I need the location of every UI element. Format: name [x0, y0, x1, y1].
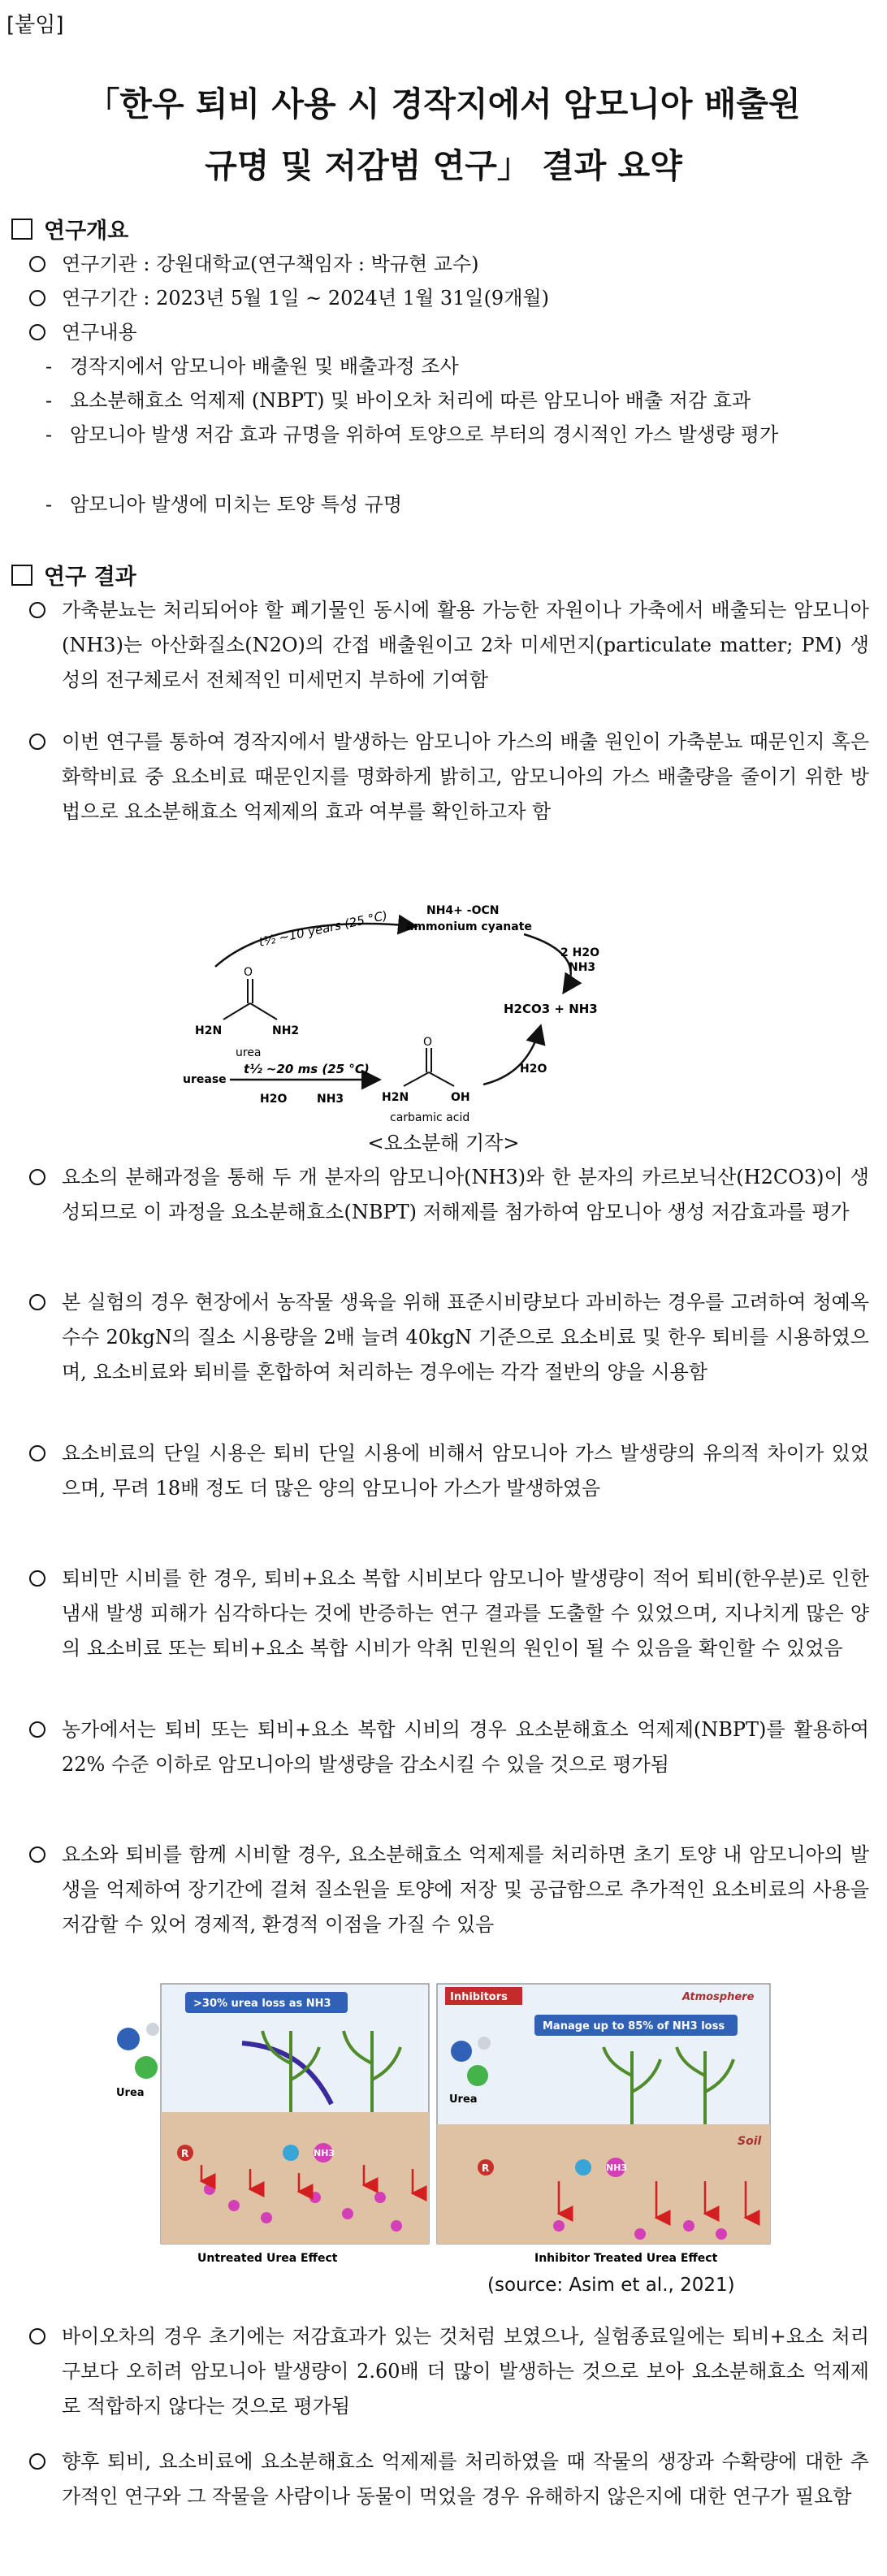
water-label: H2O — [260, 1093, 288, 1106]
result-paragraph: 바이오차의 경우 초기에는 저감효과가 있는 것처럼 보였으나, 실험종료일에는 퇴비+요소 처리구보다 오히려 암모니아 발생량이 2.60배 더 많이 발생하는 것으로 보아 요소분해효소 억제제로 적합하지 않다는 것으로 평가됨 — [29, 2319, 869, 2424]
urease-label: urease — [183, 1073, 227, 1086]
ammonium-formula: NH4+ -OCN — [426, 904, 500, 917]
nh2-label: NH2 — [272, 1024, 300, 1037]
h2n-label: H2N — [195, 1024, 223, 1037]
soil-label: Soil — [738, 2135, 762, 2148]
result-paragraph: 농가에서는 퇴비 또는 퇴비+요소 복합 시비의 경우 요소분해효소 억제제(NBPT)를 활용하여 22% 수준 이하로 암모니아의 발생량을 감소시킬 수 있을 것으로 평가됨 — [29, 1712, 869, 1782]
right-banner-text: Manage up to 85% of NH3 loss — [543, 2020, 725, 2033]
product-label: H2CO3 + NH3 — [504, 1002, 598, 1016]
circle-bullet-icon — [29, 734, 45, 750]
circle-bullet-icon — [29, 1445, 45, 1461]
overview-item-period: 연구기간 : 2023년 5월 1일 ~ 2024년 1월 31일(9개월) — [29, 281, 869, 316]
circle-bullet-icon — [29, 1570, 45, 1587]
circle-bullet-icon — [29, 290, 45, 306]
nh3-label: NH3 — [606, 2163, 628, 2173]
figure-2-source: (source: Asim et al., 2021) — [487, 2275, 735, 2296]
result-paragraph: 향후 퇴비, 요소비료에 요소분해효소 억제제를 처리하였을 때 작물의 생장과 수확량에 대한 추가적인 연구와 그 작물을 사람이나 동물이 먹었을 경우 유해하지 않은지에 대한 연구가 필요함 — [29, 2444, 869, 2514]
result-paragraph: 이번 연구를 통하여 경작지에서 발생하는 암모니아 가스의 배출 원인이 가축분뇨 때문인지 혹은 화학비료 중 요소비료 때문인지를 명화하게 밝히고, 암모니아의 가스 배출량을 줄이기 위한 방법으로 요소분해효소 억제제의 효과 여부를 확인하고자 함 — [29, 725, 869, 829]
circle-bullet-icon — [29, 2453, 45, 2470]
oxygen-label: O — [244, 966, 253, 979]
water-label: 2 H2O — [560, 946, 599, 959]
result-paragraph: 가축분뇨는 처리되어야 할 폐기물인 동시에 활용 가능한 자원이나 가축에서 배출되는 암모니아(NH3)는 아산화질소(N2O)의 간접 배출원이고 2차 미세먼지(particulate matter; PM) 생성의 전구체로서 전체적인 미세먼지 부하에 기여함 — [29, 593, 869, 698]
nh3-label: NH3 — [317, 1093, 344, 1106]
r-label: R — [482, 2163, 490, 2174]
circle-bullet-icon — [29, 1721, 45, 1738]
result-paragraph: 본 실험의 경우 현장에서 농작물 생육을 위해 표준시비량보다 과비하는 경우를 고려하여 청예옥수수 20kgN의 질소 시용량을 2배 늘려 40kgN 기준으로 요소비료 및 한우 퇴비를 시용하였으며, 요소비료와 퇴비를 혼합하여 처리하는 경우에는 각각 절반의 양을 시용함 — [29, 1285, 869, 1390]
circle-bullet-icon — [29, 602, 45, 618]
checkbox-square-icon — [11, 219, 32, 240]
result-paragraph: 요소와 퇴비를 함께 시비할 경우, 요소분해효소 억제제를 처리하면 초기 토양 내 암모니아의 발생을 억제하여 장기간에 걸쳐 질소원을 토양에 저장 및 공급함으로 추가적인 요소비료의 사용을 저감할 수 있어 경제적, 환경적 이점을 가질 수 있음 — [29, 1838, 869, 1942]
attachment-tag: [붙임] — [6, 13, 64, 37]
overview-heading-text: 연구개요 — [44, 219, 129, 244]
content-item: - 요소분해효소 억제제 (NBPT) 및 바이오차 처리에 따른 암모니아 배출 저감 효과 — [45, 389, 751, 412]
circle-bullet-icon — [29, 256, 45, 272]
title-line-1: 「한우 퇴비 사용 시 경작지에서 암모니아 배출원 — [86, 84, 801, 123]
inhibitors-text: Inhibitors — [450, 1991, 508, 2003]
circle-bullet-icon — [29, 1294, 45, 1310]
half-life-years-label: t½ ~10 years (25 °C) — [257, 907, 389, 950]
results-heading-text: 연구 결과 — [44, 565, 136, 590]
circle-bullet-icon — [29, 1169, 45, 1185]
oh-label: OH — [451, 1091, 470, 1104]
urea-label: urea — [236, 1046, 262, 1059]
content-item: - 경작지에서 암모니아 배출원 및 배출과정 조사 — [45, 355, 459, 378]
untreated-label: Untreated Urea Effect — [197, 2252, 338, 2265]
arrow-icon — [483, 1028, 540, 1085]
urea-inhibitor-figure — [104, 1982, 772, 2268]
nh3-label: NH3 — [569, 961, 596, 974]
left-banner-text: >30% urea loss as NH3 — [193, 1998, 331, 2010]
water-label: H2O — [520, 1063, 547, 1076]
urea-left-label: Urea — [116, 2087, 145, 2099]
urea-decomposition-figure — [183, 890, 711, 1149]
overview-item-contents: 연구내용 — [29, 315, 869, 350]
ammonium-cyanate-label: ammonium cyanate — [406, 920, 532, 933]
result-paragraph: 퇴비만 시비를 한 경우, 퇴비+요소 복합 시비보다 암모니아 발생량이 적어 퇴비(한우분)로 인한 냄새 발생 피해가 심각하다는 것에 반증하는 연구 결과를 도출할 수 있었으며, 지나치게 많은 양의 요소비료 또는 퇴비+요소 복합 시비가 악취 민원의 원인이 될 수 있음을 확인할 수 있었음 — [29, 1561, 869, 1666]
h2n-label: H2N — [382, 1091, 409, 1104]
circle-bullet-icon — [29, 324, 45, 340]
atmosphere-label: Atmosphere — [682, 1991, 755, 2003]
half-life-ms-label: t½ ~20 ms (25 °C) — [244, 1062, 370, 1076]
page-title — [0, 73, 887, 197]
r-label: R — [181, 2148, 189, 2159]
result-paragraph: 요소비료의 단일 시용은 퇴비 단일 시용에 비해서 암모니아 가스 발생량의 유의적 차이가 있었으며, 무려 18배 정도 더 많은 양의 암모니아 가스가 발생하였음 — [29, 1436, 869, 1506]
overview-item-institution: 연구기관 : 강원대학교(연구책임자 : 박규현 교수) — [29, 247, 869, 282]
figure-1-caption: <요소분해 기작> — [367, 1132, 520, 1154]
arrow-icon — [524, 934, 571, 991]
overview-heading — [11, 213, 128, 245]
oxygen-label: O — [423, 1036, 433, 1049]
content-item: - 암모니아 발생 저감 효과 규명을 위하여 토양으로 부터의 경시적인 가스 발생량 평가 — [45, 423, 779, 446]
treated-label: Inhibitor Treated Urea Effect — [534, 2252, 718, 2265]
content-item: - 암모니아 발생에 미치는 토양 특성 규명 — [45, 493, 403, 516]
results-heading — [11, 559, 136, 591]
checkbox-square-icon — [11, 565, 32, 586]
circle-bullet-icon — [29, 2328, 45, 2344]
circle-bullet-icon — [29, 1846, 45, 1863]
nh3-label: NH3 — [314, 2148, 335, 2158]
result-paragraph: 요소의 분해과정을 통해 두 개 분자의 암모니아(NH3)와 한 분자의 카르보닉산(H2CO3)이 생성되므로 이 과정을 요소분해효소(NBPT) 저해제를 첨가하여 암모니아 생성 저감효과를 평가 — [29, 1160, 869, 1230]
carbamic-acid-label: carbamic acid — [390, 1111, 470, 1124]
title-line-2: 규명 및 저감범 연구」 결과 요약 — [205, 146, 682, 185]
urea-right-label: Urea — [449, 2093, 478, 2106]
